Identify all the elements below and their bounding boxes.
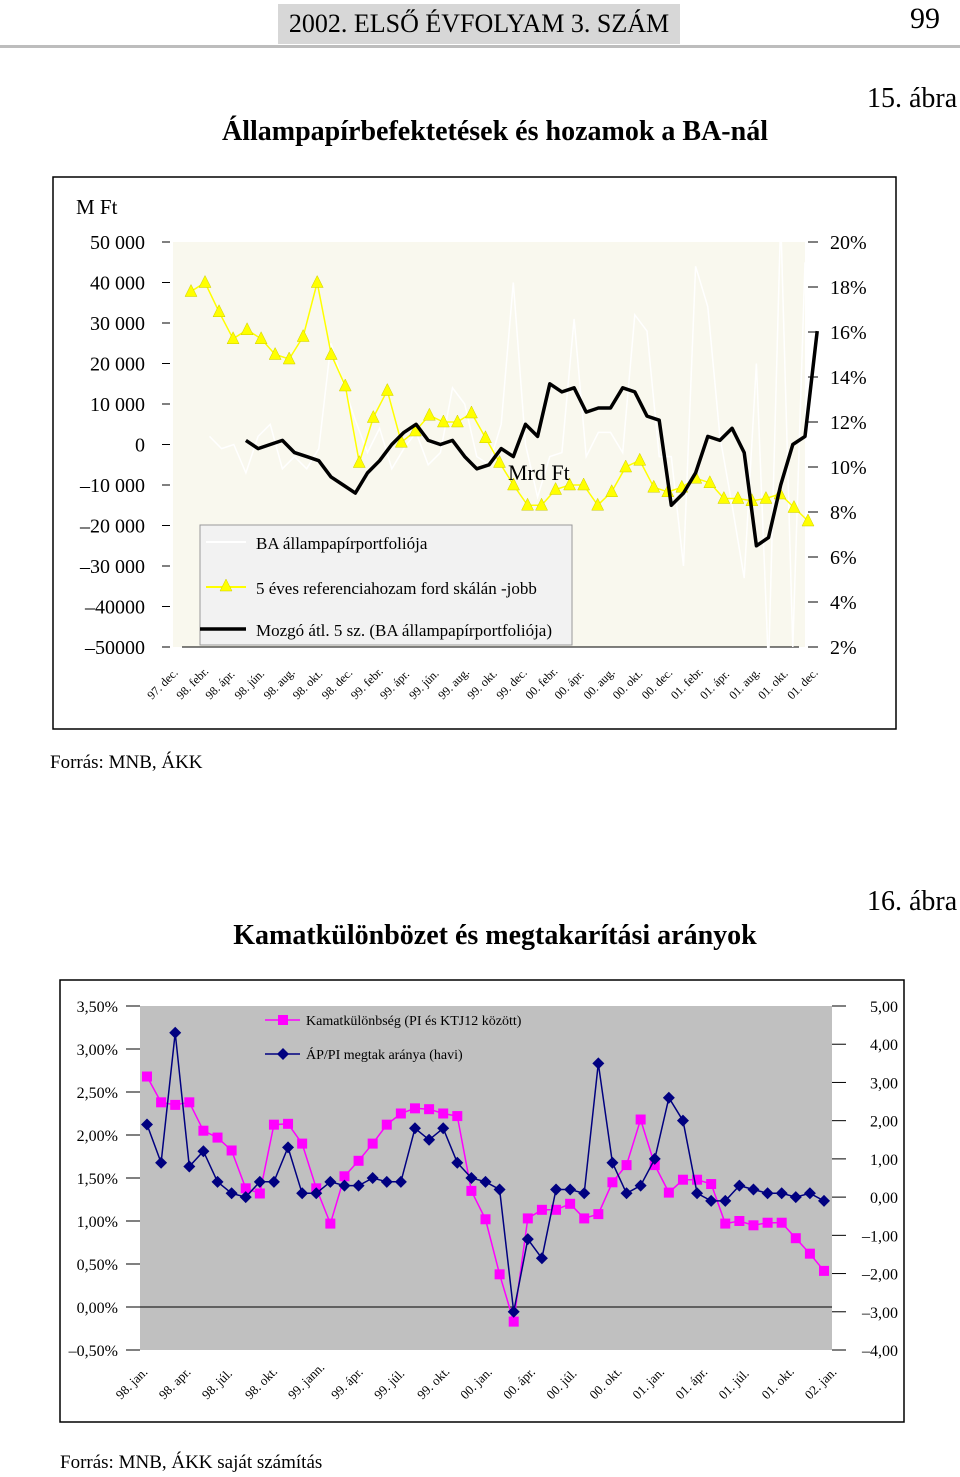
- chart-15-right-tick-label: 4%: [830, 592, 857, 614]
- chart-16-right-tick-label: 2,00: [870, 1113, 898, 1131]
- chart-15-x-tick-label: 99. jún.: [406, 666, 442, 703]
- chart-15-right-tick-label: 10%: [830, 457, 867, 479]
- chart-15-x-tick-label: 01. ápr.: [696, 666, 733, 703]
- chart-15-left-unit: M Ft: [76, 195, 118, 219]
- chart-15-x-tick-label: 99. ápr.: [376, 666, 413, 703]
- interest-diff-marker: [452, 1111, 462, 1121]
- chart-16-x-tick-label: 98. okt.: [241, 1363, 281, 1403]
- chart-15-right-tick-label: 20%: [830, 232, 867, 254]
- interest-diff-marker: [198, 1126, 208, 1136]
- interest-diff-marker: [777, 1218, 787, 1228]
- chart-15: [53, 177, 896, 729]
- interest-diff-marker: [509, 1317, 519, 1327]
- chart-15-x-tick-label: 98. febr.: [173, 664, 212, 703]
- interest-diff-marker: [170, 1100, 180, 1110]
- chart-16-x-tick-label: 01. ápr.: [672, 1364, 711, 1403]
- chart-15-right-tick-label: 16%: [830, 322, 867, 344]
- chart-16-x-tick-label: 01. júl.: [715, 1365, 752, 1403]
- chart-16-x-tick-label: 02. jan.: [801, 1364, 840, 1403]
- chart-15-x-tick-label: 01. febr.: [667, 664, 706, 703]
- chart-15-right-tick-label: 14%: [830, 367, 867, 389]
- interest-diff-marker: [255, 1188, 265, 1198]
- interest-diff-marker: [424, 1104, 434, 1114]
- chart-16-x-tick-label: 99. jann.: [284, 1359, 328, 1403]
- interest-diff-marker: [523, 1213, 533, 1223]
- chart-15-x-tick-label: 98. aug.: [260, 665, 298, 703]
- interest-diff-marker: [607, 1177, 617, 1187]
- chart-16-right-tick-label: 0,00: [870, 1190, 898, 1208]
- chart-15-left-tick-label: 30 000: [90, 313, 145, 335]
- chart-15-x-tick-label: 01. dec.: [784, 665, 821, 703]
- chart-15-left-tick-label: 20 000: [90, 353, 145, 376]
- interest-diff-marker: [579, 1213, 589, 1223]
- figure-16-label: 16. ábra: [867, 886, 958, 917]
- chart-15-left-tick-label: 10 000: [90, 394, 145, 416]
- interest-diff-marker: [354, 1156, 364, 1166]
- interest-diff-marker: [156, 1097, 166, 1107]
- page-number: 99: [910, 2, 940, 35]
- chart-15-left-tick-label: –20 000: [80, 515, 145, 538]
- legend-label-savings-ratio: ÁP/PI megtak aránya (havi): [306, 1048, 463, 1063]
- chart-15-left-tick-label: 0: [135, 434, 145, 457]
- chart-15-left-tick-label: 40 000: [90, 272, 145, 295]
- interest-diff-marker: [593, 1209, 603, 1219]
- figure-16-source: Forrás: MNB, ÁKK saját számítás: [60, 1452, 323, 1473]
- chart-16-right-tick-label: 1,00: [870, 1151, 898, 1169]
- interest-diff-marker: [706, 1179, 716, 1189]
- chart-15-x-tick-label: 99. okt.: [464, 666, 500, 703]
- chart-16-x-tick-label: 98. júl.: [198, 1365, 236, 1403]
- figure-15-label: 15. ábra: [867, 83, 958, 114]
- chart-16-right-tick-label: –3,00: [862, 1304, 898, 1322]
- figure-15-source: Forrás: MNB, ÁKK: [50, 752, 203, 773]
- interest-diff-marker: [791, 1233, 801, 1243]
- chart-16-left-tick-label: 2,00%: [76, 1128, 118, 1145]
- chart-16-x-tick-label: 98. jan.: [112, 1364, 151, 1403]
- chart-16-x-tick-label: 00. jan.: [457, 1364, 495, 1403]
- interest-diff-marker: [410, 1103, 420, 1113]
- interest-diff-marker: [805, 1249, 815, 1259]
- chart-15-left-tick-label: –10 000: [80, 475, 145, 497]
- chart-16: [60, 980, 904, 1422]
- chart-15-x-tick-label: 00. okt.: [609, 666, 646, 703]
- interest-diff-marker: [720, 1219, 730, 1229]
- chart-16-x-tick-label: 00. ápr.: [500, 1364, 539, 1403]
- chart-15-right-tick-label: 2%: [830, 637, 857, 659]
- chart-16-left-tick-label: 2,50%: [76, 1085, 118, 1102]
- chart-15-x-tick-label: 98. dec.: [318, 665, 356, 703]
- legend-label-moving-avg: Mozgó átl. 5 sz. (BA állampapírportfoliója): [256, 621, 553, 640]
- chart-15-x-tick-label: 98. ápr.: [202, 666, 238, 703]
- interest-diff-marker: [297, 1139, 307, 1149]
- figure-16-title: Kamatkülönbözet és megtakarítási arányok: [233, 920, 757, 951]
- legend-label-portfolio: BA állampapírportfoliója: [256, 534, 428, 553]
- chart-16-right-tick-label: –2,00: [862, 1266, 898, 1284]
- chart-15-right-tick-label: 8%: [830, 502, 857, 524]
- chart-15-x-tick-label: 00. dec.: [638, 665, 676, 703]
- chart-15-x-tick-label: 97. dec.: [144, 665, 181, 703]
- interest-diff-marker: [734, 1216, 744, 1226]
- chart-15-right-tick-label: 12%: [830, 412, 867, 434]
- interest-diff-marker: [396, 1109, 406, 1119]
- chart-15-x-tick-label: 01. aug.: [726, 665, 764, 703]
- chart-16-left-tick-label: 1,50%: [76, 1171, 118, 1188]
- chart-16-x-tick-label: 99. ápr.: [327, 1364, 366, 1403]
- chart-15-left-tick-label: 50 000: [90, 232, 145, 254]
- chart-15-x-tick-label: 99. aug.: [435, 665, 473, 703]
- chart-16-left-tick-label: 3,50%: [76, 999, 118, 1016]
- chart-16-right-tick-label: 3,00: [870, 1075, 898, 1093]
- interest-diff-marker: [213, 1133, 223, 1143]
- chart-15-left-tick-label: –50000: [85, 637, 145, 659]
- chart-16-left-tick-label: 0,50%: [76, 1257, 118, 1274]
- chart-16-right-tick-label: 5,00: [870, 999, 898, 1016]
- interest-diff-marker: [748, 1220, 758, 1230]
- chart-16-left-tick-label: 0,00%: [76, 1300, 118, 1317]
- interest-diff-marker: [664, 1188, 674, 1198]
- chart-16-right-tick-label: 4,00: [870, 1037, 898, 1055]
- interest-diff-marker: [283, 1119, 293, 1129]
- interest-diff-marker: [495, 1269, 505, 1279]
- interest-diff-marker: [368, 1139, 378, 1149]
- chart-16-right-tick-label: –4,00: [862, 1343, 898, 1360]
- legend-label-interest-diff: Kamatkülönbség (PI és KTJ12 között): [306, 1014, 522, 1029]
- chart-15-x-tick-label: 00. aug.: [580, 665, 618, 703]
- chart-15-annotation: Mrd Ft: [508, 460, 570, 485]
- chart-16-x-tick-label: 00. júl.: [543, 1365, 580, 1403]
- chart-16-x-tick-label: 98. apr.: [155, 1364, 194, 1403]
- chart-15-x-tick-label: 99. febr.: [347, 664, 386, 703]
- interest-diff-marker: [325, 1219, 335, 1229]
- chart-16-left-tick-label: 3,00%: [76, 1042, 118, 1059]
- chart-16-x-tick-label: 01. okt.: [758, 1363, 797, 1403]
- interest-diff-marker: [382, 1120, 392, 1130]
- journal-header: 2002. ELSŐ ÉVFOLYAM 3. SZÁM: [278, 4, 680, 44]
- legend-marker-interest-diff: [278, 1015, 288, 1025]
- chart-15-left-tick-label: –40000: [85, 596, 145, 619]
- interest-diff-marker: [819, 1266, 829, 1276]
- chart-15-x-tick-label: 99. dec.: [493, 665, 530, 703]
- chart-16-x-tick-label: 99. okt.: [413, 1363, 453, 1403]
- interest-diff-marker: [565, 1199, 575, 1209]
- chart-16-left-tick-label: 1,00%: [76, 1214, 118, 1231]
- interest-diff-marker: [184, 1097, 194, 1107]
- figure-15-title: Állampapírbefektetések és hozamok a BA-nál: [222, 116, 768, 147]
- chart-16-right-tick-label: –1,00: [862, 1228, 898, 1246]
- chart-15-x-tick-label: 98. jún.: [231, 666, 268, 703]
- interest-diff-marker: [678, 1175, 688, 1185]
- chart-16-x-tick-label: 00. okt.: [586, 1363, 625, 1403]
- chart-15-right-tick-label: 6%: [830, 547, 857, 569]
- chart-15-x-tick-label: 98. okt.: [289, 666, 326, 703]
- chart-15-x-tick-label: 00. febr.: [522, 664, 561, 703]
- chart-15-x-tick-label: 00. ápr.: [551, 666, 587, 703]
- interest-diff-marker: [537, 1205, 547, 1215]
- interest-diff-marker: [622, 1160, 632, 1170]
- interest-diff-marker: [481, 1214, 491, 1224]
- interest-diff-marker: [636, 1115, 646, 1125]
- interest-diff-marker: [763, 1218, 773, 1228]
- interest-diff-marker: [227, 1145, 237, 1155]
- chart-16-x-tick-label: 01. jan.: [629, 1364, 668, 1403]
- legend-label-yield: 5 éves referenciahozam ford skálán -jobb: [256, 579, 537, 598]
- chart-15-legend: [200, 525, 572, 645]
- chart-16-x-tick-label: 99. júl.: [370, 1365, 408, 1403]
- interest-diff-marker: [142, 1072, 152, 1082]
- chart-15-x-tick-label: 01. okt.: [755, 666, 791, 703]
- interest-diff-marker: [438, 1109, 448, 1119]
- chart-16-left-tick-label: –0,50%: [68, 1343, 118, 1360]
- interest-diff-marker: [269, 1120, 279, 1130]
- chart-15-left-tick-label: –30 000: [80, 556, 145, 578]
- interest-diff-marker: [466, 1186, 476, 1196]
- chart-15-right-tick-label: 18%: [830, 277, 867, 299]
